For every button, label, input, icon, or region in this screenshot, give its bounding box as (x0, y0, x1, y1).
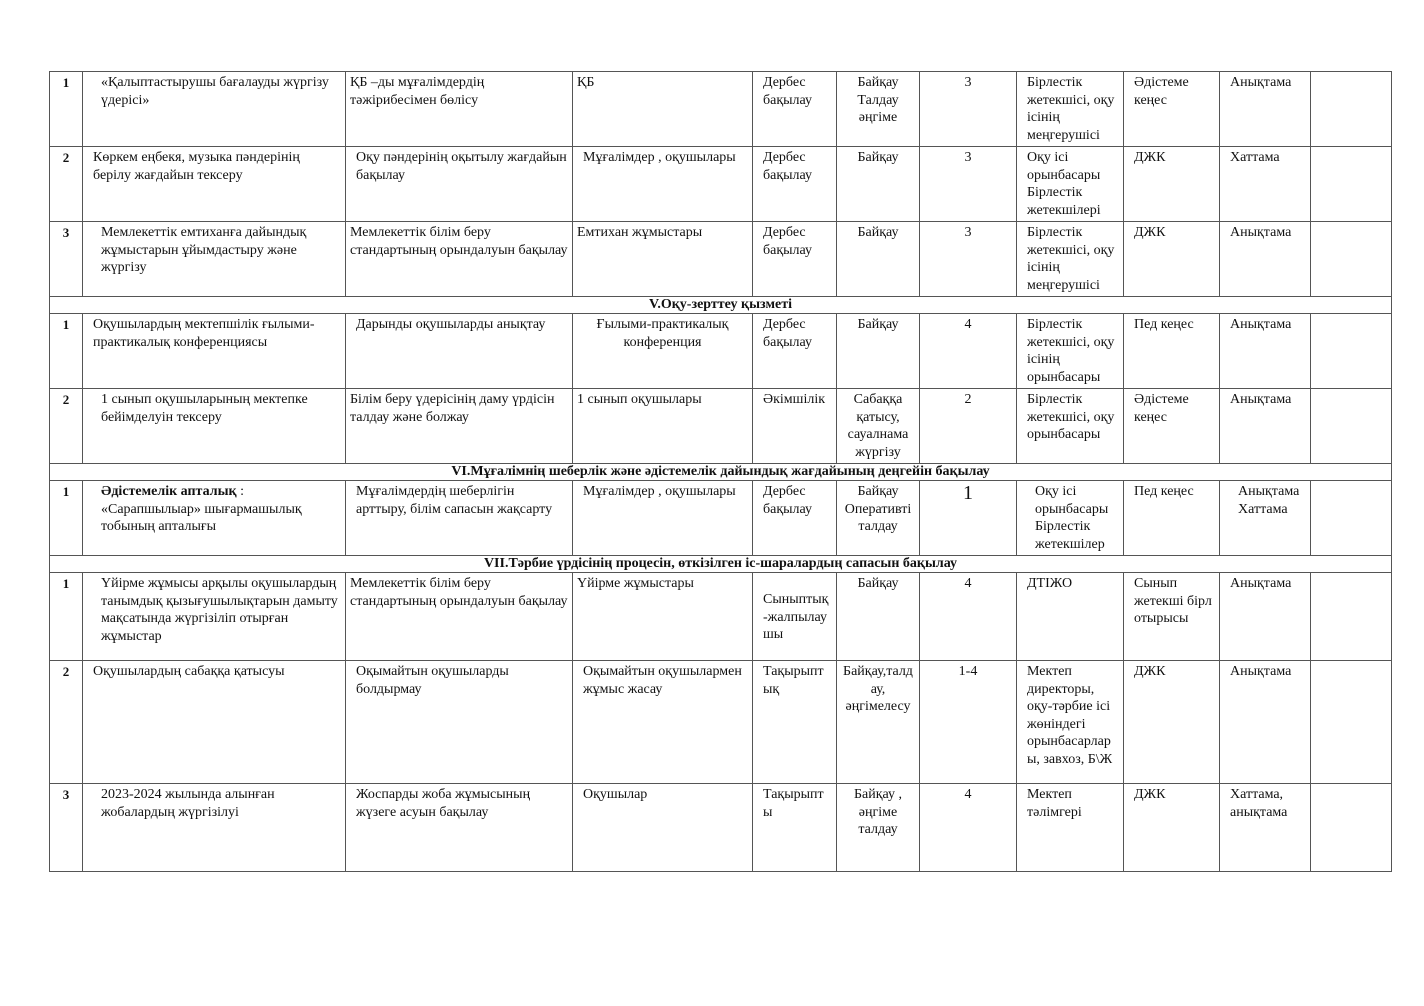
control-goal: Дарынды оқушыларды анықтау (346, 314, 573, 389)
control-topic (83, 481, 346, 556)
control-method: Байқау (837, 573, 920, 661)
control-topic: Көркем еңбекя, музыка пәндерінің берілу жағдайын тексеру (83, 147, 346, 222)
control-type: Дербес бақылау (753, 222, 837, 297)
control-result: Хаттама, анықтама (1220, 784, 1311, 872)
control-method: Байқау,талдау, әңгімелесу (837, 661, 920, 784)
control-goal: Мемлекеттік білім беру стандартының орындалуын бақылау (346, 573, 573, 661)
control-term: 1-4 (920, 661, 1017, 784)
responsible: Оқу ісі орынбасары Бірлестік жетекшілері (1017, 147, 1124, 222)
row-number: 1 (50, 573, 83, 661)
control-object: Емтихан жұмыстары (573, 222, 753, 297)
control-topic-rest: : «Сарапшылыар» шығармашылық тобының апталығы (101, 484, 302, 534)
control-result: Хаттама (1220, 147, 1311, 222)
section-title: V.Оқу-зерттеу қызметі (50, 297, 1392, 314)
control-method: Байқау (837, 222, 920, 297)
empty-cell (1311, 481, 1392, 556)
control-object: 1 сынып оқушылары (573, 389, 753, 464)
table-row (50, 147, 1392, 222)
control-type: Дербес бақылау (753, 147, 837, 222)
row-number: 1 (50, 72, 83, 147)
empty-cell (1311, 147, 1392, 222)
control-result: Анықтама (1220, 573, 1311, 661)
control-term: 1 (920, 481, 1017, 556)
control-type: Тақырыпты (753, 784, 837, 872)
review-place: ДЖК (1124, 784, 1220, 872)
table-row (50, 661, 1392, 784)
row-number: 1 (50, 481, 83, 556)
control-term: 3 (920, 147, 1017, 222)
empty-cell (1311, 661, 1392, 784)
control-result: Анықтама (1220, 222, 1311, 297)
control-term: 3 (920, 222, 1017, 297)
review-place: ДЖК (1124, 147, 1220, 222)
empty-cell (1311, 314, 1392, 389)
table-row (50, 222, 1392, 297)
review-place: ДЖК (1124, 222, 1220, 297)
control-object: Ғылыми-практикалық конференция (573, 314, 753, 389)
row-number: 2 (50, 147, 83, 222)
control-object: Үйірме жұмыстары (573, 573, 753, 661)
control-topic: Оқушылардың сабаққа қатысуы (83, 661, 346, 784)
control-object: Оқушылар (573, 784, 753, 872)
control-object: Мұғалімдер , оқушылары (573, 147, 753, 222)
empty-cell (1311, 72, 1392, 147)
control-goal: Мұғалімдердің шеберлігін арттыру, білім сапасын жақсарту (346, 481, 573, 556)
review-place: ДЖК (1124, 661, 1220, 784)
control-goal: Білім беру үдерісінің даму үрдісін талдау және болжау (346, 389, 573, 464)
table-row (50, 314, 1392, 389)
control-result: Анықтама (1220, 314, 1311, 389)
row-number: 2 (50, 661, 83, 784)
table-row (50, 389, 1392, 464)
table-row (50, 573, 1392, 661)
empty-cell (1311, 573, 1392, 661)
control-goal: ҚБ –ды мұғалімдердің тәжірибесімен бөлісу (346, 72, 573, 147)
review-place: Сынып жетекші бірл отырысы (1124, 573, 1220, 661)
control-object: Мұғалімдер , оқушылары (573, 481, 753, 556)
control-term: 4 (920, 573, 1017, 661)
control-term: 3 (920, 72, 1017, 147)
row-number: 3 (50, 784, 83, 872)
table-row (50, 784, 1392, 872)
control-method: Байқау (837, 147, 920, 222)
responsible: Бірлестік жетекшісі, оқу ісінің меңгерушісі (1017, 222, 1124, 297)
control-topic: Үйірме жұмысы арқылы оқушылардың танымдық қызығушылықтарын дамыту мақсатында жүргізіліп отырған жұмыстар (83, 573, 346, 661)
responsible: Мектеп тәлімгері (1017, 784, 1124, 872)
control-type: Дербес бақылау (753, 481, 837, 556)
control-term: 2 (920, 389, 1017, 464)
table-row (50, 72, 1392, 147)
control-result: Анықтама Хаттама (1220, 481, 1311, 556)
control-plan-table (49, 71, 1392, 872)
section-title: VII.Тәрбие үрдісінің процесін, өткізілген іс-шаралардың сапасын бақылау (50, 556, 1392, 573)
control-type: Дербес бақылау (753, 72, 837, 147)
responsible: Оқу ісі орынбасары Бірлестік жетекшілер (1017, 481, 1124, 556)
control-goal: Мемлекеттік білім беру стандартының орындалуын бақылау (346, 222, 573, 297)
empty-cell (1311, 222, 1392, 297)
control-topic: 2023-2024 жылында алынған жобалардың жүргізілуі (83, 784, 346, 872)
control-object: Оқымайтын оқушылармен жұмыс жасау (573, 661, 753, 784)
review-place: Әдістеме кеңес (1124, 72, 1220, 147)
control-topic: Оқушылардың мектепшілік ғылыми-практикалық конференциясы (83, 314, 346, 389)
review-place: Пед кеңес (1124, 314, 1220, 389)
empty-cell (1311, 784, 1392, 872)
control-type: Дербес бақылау (753, 314, 837, 389)
empty-cell (1311, 389, 1392, 464)
section-heading-row (50, 556, 1392, 573)
review-place: Әдістеме кеңес (1124, 389, 1220, 464)
control-result: Анықтама (1220, 661, 1311, 784)
control-object: ҚБ (573, 72, 753, 147)
control-goal: Жоспарды жоба жұмысының жүзеге асуын бақылау (346, 784, 573, 872)
control-goal: Оқу пәндерінің оқытылу жағдайын бақылау (346, 147, 573, 222)
control-topic-bold: Әдістемелік апталық (101, 484, 237, 499)
control-type: Әкімшілік (753, 389, 837, 464)
row-number: 1 (50, 314, 83, 389)
control-method: Байқау Талдау әңгіме (837, 72, 920, 147)
row-number: 3 (50, 222, 83, 297)
control-method: Байқау (837, 314, 920, 389)
control-topic: 1 сынып оқушыларының мектепке бейімделуін тексеру (83, 389, 346, 464)
control-topic: Мемлекеттік емтиханға дайындық жұмыстарын ұйымдастыру және жүргізу (83, 222, 346, 297)
responsible: Бірлестік жетекшісі, оқу ісінің меңгерушісі (1017, 72, 1124, 147)
review-place: Пед кеңес (1124, 481, 1220, 556)
responsible: Мектеп директоры, оқу-тәрбие ісі жөніндегі орынбасарлары, завхоз, Б\Ж (1017, 661, 1124, 784)
control-type: Сыныптық-жалпылау шы (753, 573, 837, 661)
section-heading-row (50, 464, 1392, 481)
control-term: 4 (920, 784, 1017, 872)
control-topic: «Қалыптастырушы бағалауды жүргізу үдерісі» (83, 72, 346, 147)
responsible: Бірлестік жетекшісі, оқу орынбасары (1017, 389, 1124, 464)
responsible: ДТІЖО (1017, 573, 1124, 661)
responsible: Бірлестік жетекшісі, оқу ісінің орынбасары (1017, 314, 1124, 389)
control-method: Байқау Оперативті талдау (837, 481, 920, 556)
table-row (50, 481, 1392, 556)
control-type: Тақырыптық (753, 661, 837, 784)
control-result: Анықтама (1220, 72, 1311, 147)
control-result: Анықтама (1220, 389, 1311, 464)
section-title: VI.Мұғалімнің шеберлік және әдістемелік дайындық жағдайының деңгейін бақылау (50, 464, 1392, 481)
row-number: 2 (50, 389, 83, 464)
control-method: Байқау , әңгіме талдау (837, 784, 920, 872)
control-method: Сабаққа қатысу, сауалнама жүргізу (837, 389, 920, 464)
control-goal: Оқымайтын оқушыларды болдырмау (346, 661, 573, 784)
control-term: 4 (920, 314, 1017, 389)
section-heading-row (50, 297, 1392, 314)
